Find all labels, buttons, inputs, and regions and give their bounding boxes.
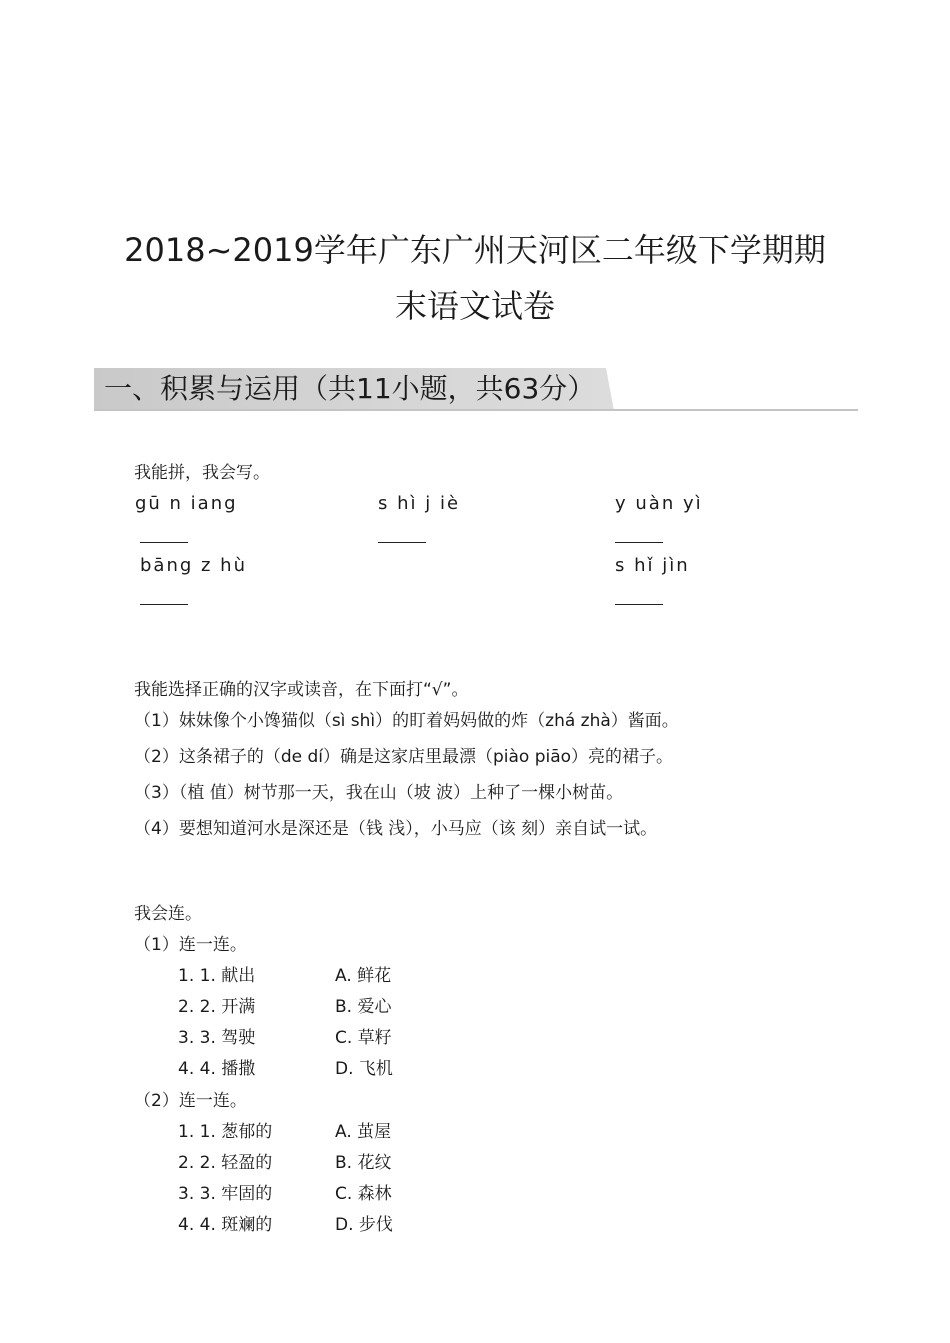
match-right-item: B. 爱心 xyxy=(335,997,392,1017)
pinyin-1: gū n iang xyxy=(135,493,238,514)
match-left-item: 4. 4. 播撒 xyxy=(178,1059,256,1079)
match-left-item: 1. 1. 献出 xyxy=(178,966,256,986)
answer-blank-5[interactable] xyxy=(615,604,663,605)
match-right-item: A. 茧屋 xyxy=(335,1122,392,1142)
match-left-item: 4. 4. 斑斓的 xyxy=(178,1215,273,1235)
q3-prompt: 我会连。 xyxy=(134,904,202,924)
match-left-item: 2. 2. 轻盈的 xyxy=(178,1153,273,1173)
section-underline xyxy=(94,409,858,411)
exam-title-line-1: 2018~2019学年广东广州天河区二年级下学期期 xyxy=(124,231,826,269)
pinyin-5: s hǐ jìn xyxy=(615,555,690,576)
answer-blank-1[interactable] xyxy=(140,542,188,543)
match-right-item: A. 鲜花 xyxy=(335,966,392,986)
match-right-item: B. 花纹 xyxy=(335,1153,392,1173)
answer-blank-2[interactable] xyxy=(378,542,426,543)
q2-item-1: （1）妹妹像个小馋猫似（sì shì）的盯着妈妈做的炸（zhá zhà）酱面。 xyxy=(134,711,679,731)
section-heading: 一、积累与运用（共11小题，共63分） xyxy=(104,372,596,405)
pinyin-2: s hì j iè xyxy=(378,493,461,514)
match-left-item: 3. 3. 驾驶 xyxy=(178,1028,256,1048)
q3-part1-label: （1）连一连。 xyxy=(134,935,247,955)
match-right-item: D. 步伐 xyxy=(335,1215,393,1235)
q2-prompt: 我能选择正确的汉字或读音，在下面打“√”。 xyxy=(134,680,469,700)
pinyin-4: bāng z hù xyxy=(140,555,247,576)
answer-blank-4[interactable] xyxy=(140,604,188,605)
match-right-item: C. 森林 xyxy=(335,1184,392,1204)
q2-item-4: （4）要想知道河水是深还是（钱 浅），小马应（该 刻）亲自试一试。 xyxy=(134,819,658,839)
match-left-item: 3. 3. 牢固的 xyxy=(178,1184,273,1204)
exam-title xyxy=(0,222,950,334)
match-right-item: D. 飞机 xyxy=(335,1059,393,1079)
match-right-item: C. 草籽 xyxy=(335,1028,392,1048)
pinyin-3: y uàn yì xyxy=(615,493,703,514)
q3-part2-label: （2）连一连。 xyxy=(134,1091,247,1111)
match-left-item: 2. 2. 开满 xyxy=(178,997,256,1017)
q2-item-2: （2）这条裙子的（de dí）确是这家店里最漂（piào piāo）亮的裙子。 xyxy=(134,747,674,767)
match-left-item: 1. 1. 葱郁的 xyxy=(178,1122,273,1142)
exam-title-line-2: 末语文试卷 xyxy=(394,287,555,325)
q2-item-3: （3）（植 值）树节那一天，我在山（坡 波）上种了一棵小树苗。 xyxy=(134,783,624,803)
answer-blank-3[interactable] xyxy=(615,542,663,543)
q1-prompt: 我能拼，我会写。 xyxy=(134,463,270,483)
